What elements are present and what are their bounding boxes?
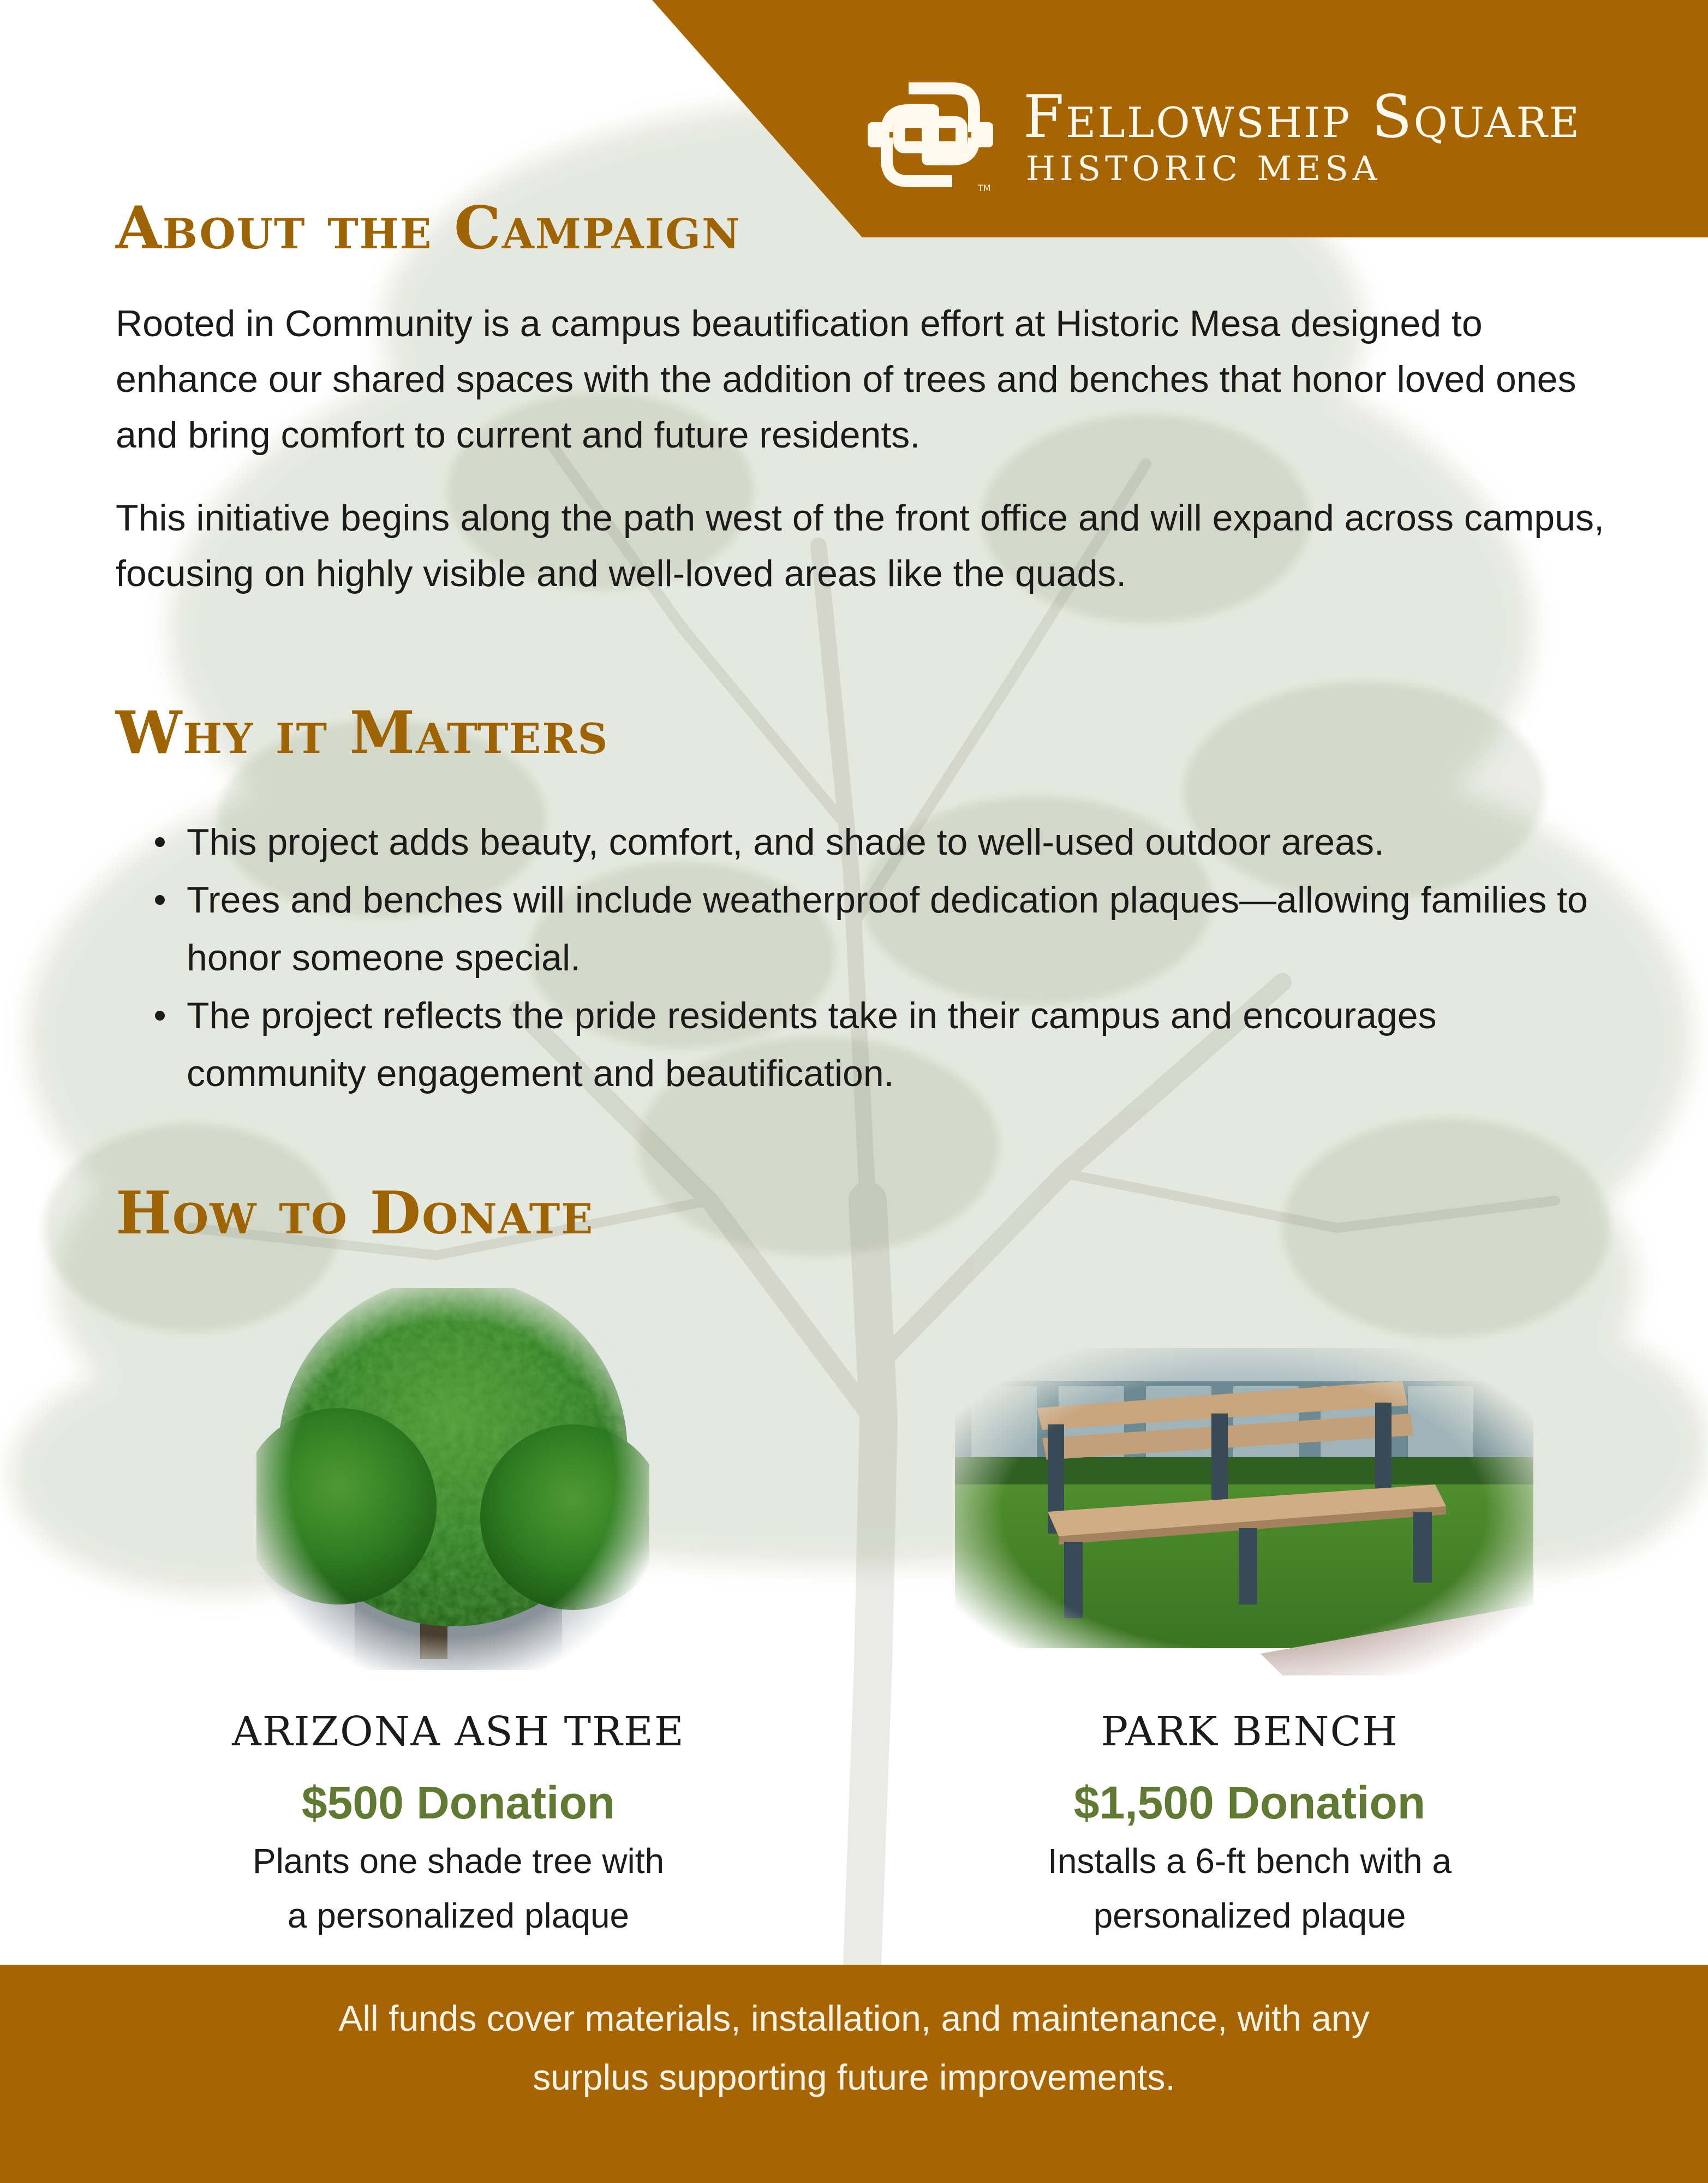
bench-option-description: Installs a 6-ft bench with a personalized plaque [1048,1841,1452,1935]
about-heading: About the Campaign [116,194,741,263]
bullet-icon [155,895,165,905]
why-bullet-list [153,813,1604,1102]
why-heading: Why it Matters [116,699,609,767]
trademark-mark: TM [978,183,991,193]
brand-name: Fellowship Square [1023,83,1581,151]
bullet-icon [155,1011,165,1021]
donate-heading: How to Donate [116,1179,594,1248]
tree-option-description: Plants one shade tree with a personalized plaque [252,1841,665,1935]
about-paragraph-1: Rooted in Community is a campus beautification effort at Historic Mesa designed to enhance our shared spaces with the addition of trees and benches that honor loved ones and bring comfort to current and future residents. [116,303,1576,456]
footer-text: All funds cover materials, installation, and maintenance, with any surplus supporting future improvements. [338,1998,1370,2097]
brand-logo [857,72,1659,198]
tree-option-title: ARIZONA ASH TREE [232,1708,685,1755]
list-item [153,813,1604,871]
tree-option-price: $500 Donation [301,1777,616,1828]
bullet-text: The project reflects the pride residents take in their campus and encourages community engagement and beautification. [187,995,1437,1094]
bullet-text: Trees and benches will include weatherproof dedication plaques—allowing families to honor someone special. [187,879,1588,979]
bullet-icon [155,837,165,847]
list-item [153,871,1604,987]
tree-photo-icon [256,1288,649,1670]
celtic-knot-logo-icon [857,72,1004,198]
bench-option-title: PARK BENCH [1101,1708,1399,1755]
bench-option-price: $1,500 Donation [1073,1777,1426,1828]
list-item [153,987,1604,1102]
brand-subtitle: HISTORIC MESA [1026,148,1382,188]
bench-photo-icon [955,1348,1533,1675]
bullet-text: This project adds beauty, comfort, and shade to well-used outdoor areas. [187,821,1384,863]
about-paragraph-2: This initiative begins along the path west of the front office and will expand across campus, focusing on highly visible and well-loved areas like the quads. [116,497,1604,594]
